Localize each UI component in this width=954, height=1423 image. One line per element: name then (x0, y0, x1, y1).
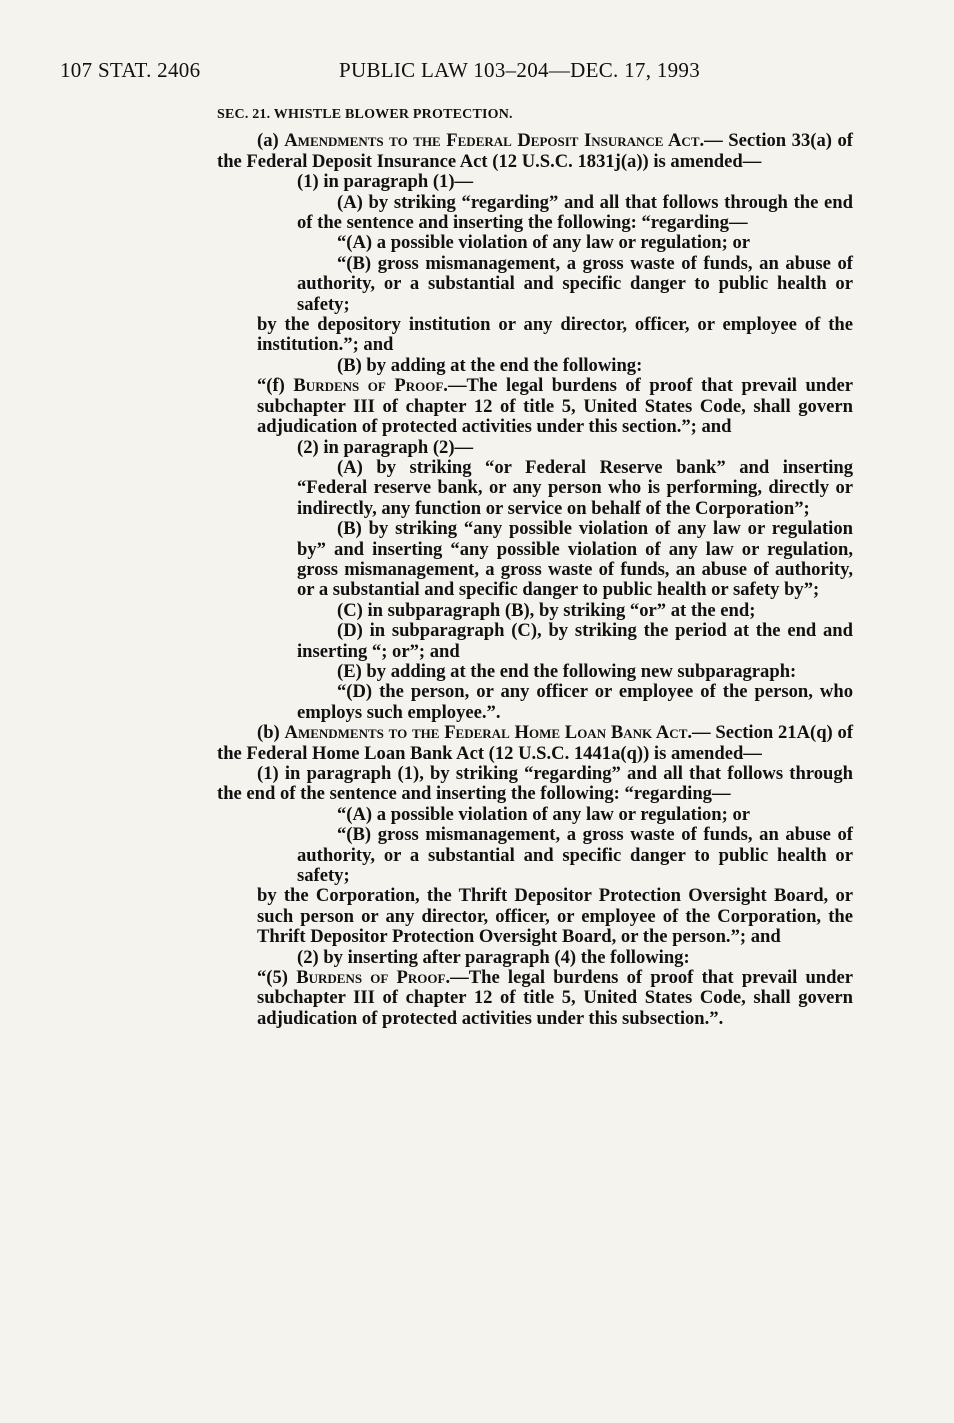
public-law-citation: PUBLIC LAW 103–204—DEC. 17, 1993 (339, 58, 701, 82)
subsection-a-label: (a) (257, 130, 279, 152)
document-body (217, 105, 853, 1029)
b-paragraph-2: (2) by inserting after paragraph (4) the following: (297, 946, 690, 968)
subsection-b-label: (b) (257, 722, 280, 744)
b-quoted-B: “(B) gross mismanagement, a gross waste of funds, an abuse of authority, or a substantial and specific danger to public health or safety; (297, 824, 853, 887)
a-paragraph-2-D: (D) in subparagraph (C), by striking the period at the end and inserting “; or”; and (297, 620, 853, 662)
a-paragraph-2-B: (B) by striking “any possible violation of any law or regulation by” and inserting “any possible violation of any law or regulation, gross mismanagement, a gross waste of funds, an abuse of authority, or a substantial and specific danger to public health or safety by”; (297, 518, 853, 601)
p5-text: —The legal burdens of proof that prevail under subchapter III of chapter 12 of title 5, United States Code, shall govern adjudication of protected activities under this subsection.”. (257, 967, 853, 1029)
a-paragraph-1-B: (B) by adding at the end the following: (337, 354, 643, 376)
subsection-a-text: — Section 33(a) of the Federal Deposit Insurance Act (12 U.S.C. 1831j(a)) is amended— (217, 130, 853, 172)
a-paragraph-2-A: (A) by striking “or Federal Reserve bank” and inserting “Federal reserve bank, or any person who is performing, directly or indirectly, any function or service on behalf of the Corporation”; (297, 456, 853, 519)
b-paragraph-1: (1) in paragraph (1), by striking “regarding” and all that follows through the end of the sentence and inserting the following: “regarding— (217, 763, 853, 805)
a-quoted-D: “(D) the person, or any officer or employee of the person, who employs such employee.”. (297, 681, 853, 723)
f-caption: Burdens of Proof. (293, 375, 448, 397)
b-paragraph-1-tail: by the Corporation, the Thrift Depositor Protection Oversight Board, or such person or any director, officer, or employee of the Corporation, the Thrift Depositor Protection Oversight Board, or the person.”; and (257, 885, 853, 948)
a-paragraph-1-A-tail: by the depository institution or any director, officer, or employee of the institution.”; and (257, 314, 853, 356)
a-paragraph-2-C: (C) in subparagraph (B), by striking “or” at the end; (337, 599, 756, 621)
a-quoted-A: “(A) a possible violation of any law or regulation; or (337, 232, 751, 254)
f-label: “(f) (257, 375, 285, 397)
a-paragraph-1-A: (A) by striking “regarding” and all that follows through the end of the sentence and inserting the following: “regarding— (297, 191, 853, 234)
subsection-b-caption: Amendments to the Federal Home Loan Bank Act. (284, 722, 693, 744)
statute-page-number: 107 STAT. 2406 (60, 58, 201, 82)
subsection-a (217, 131, 853, 172)
b-quoted-A: “(A) a possible violation of any law or regulation; or (337, 803, 751, 825)
subsection-a-caption: Amendments to the Federal Deposit Insurance Act. (284, 130, 705, 152)
p5-caption: Burdens of Proof. (296, 967, 451, 989)
p5-label: “(5) (257, 967, 288, 989)
a-subsection-f (217, 376, 853, 437)
a-paragraph-2: (2) in paragraph (2)— (297, 436, 474, 458)
a-quoted-B: “(B) gross mismanagement, a gross waste of funds, an abuse of authority, or a substantial and specific danger to public health or safety; (297, 252, 853, 315)
subsection-b (217, 723, 853, 764)
a-paragraph-2-E: (E) by adding at the end the following new subparagraph: (337, 660, 797, 682)
b-paragraph-5 (217, 968, 853, 1029)
subsection-b-text: — Section 21A(q) of the Federal Home Loan Bank Act (12 U.S.C. 1441a(q)) is amended— (217, 722, 854, 764)
f-text: —The legal burdens of proof that prevail under subchapter III of chapter 12 of title 5, United States Code, shall govern adjudication of protected activities under this section.”; and (257, 375, 854, 438)
a-paragraph-1: (1) in paragraph (1)— (297, 171, 474, 193)
section-title: SEC. 21. WHISTLE BLOWER PROTECTION. (217, 107, 513, 122)
